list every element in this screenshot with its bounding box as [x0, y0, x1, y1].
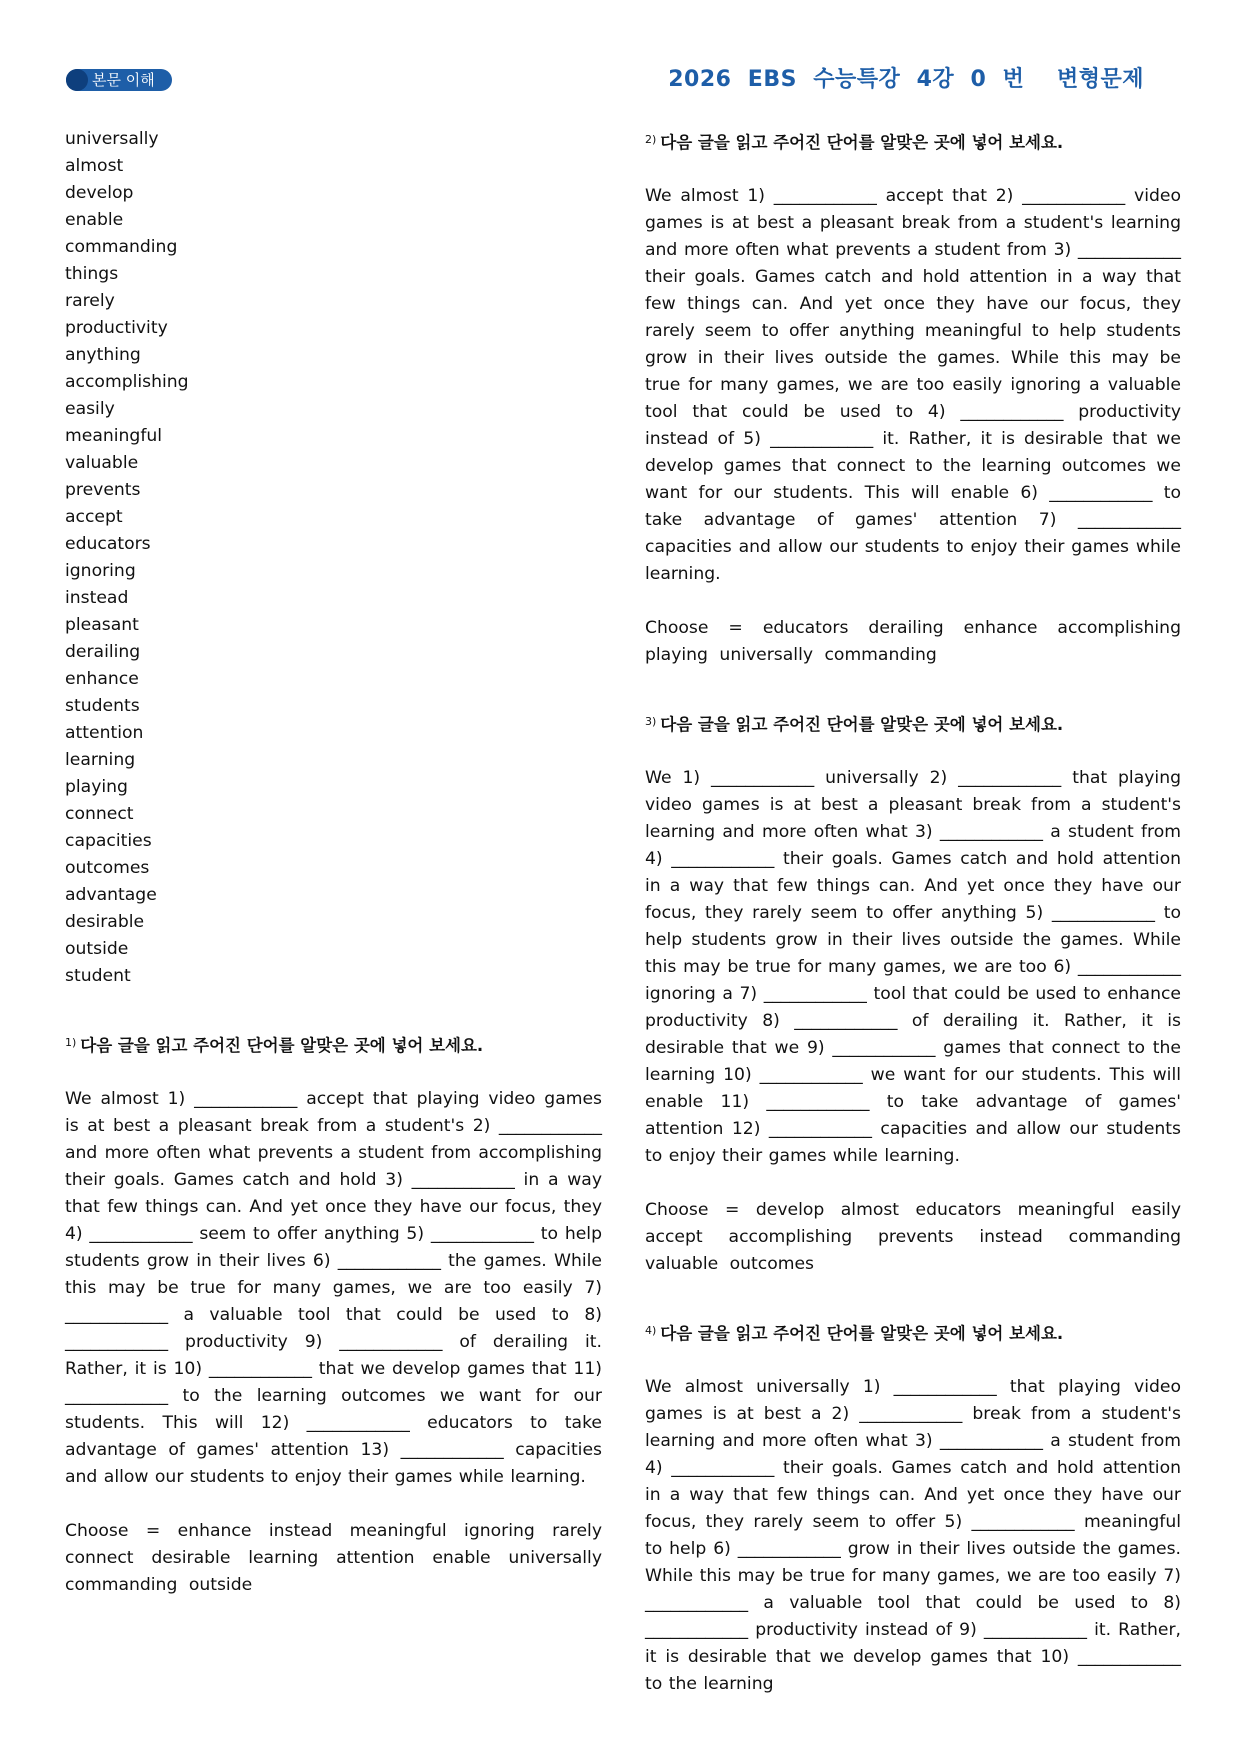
word-list-item: accept: [65, 507, 123, 527]
word-list-item: meaningful: [65, 426, 163, 446]
question-passage: We 1) ____________ universally 2) ____________ that playing video games is at best a pleasant break from a student's learning and more often what 3) ____________ a student from 4) ____________ their goals. Games catch and hold attention in a way that few things can. And yet once they have our focus, they rarely seem to offer anything 5) ____________ to help students grow in their lives outside the games. While this may be true for many games, we are too 6) ____________ ignoring a 7) ____________ tool that could be used to enhance productivity 8) ____________ of derailing it. Rather, it is desirable that we 9) ____________ games that connect to the learning 10) ____________ we want for our students. This will enable 11) ____________ to take advantage of games' attention 12) ____________ capacities and allow our students to enjoy their games while learning.: [645, 768, 1181, 1166]
badge-circle-icon: [66, 69, 88, 91]
question-number: 2): [645, 133, 657, 146]
choose-words: Choose = educators derailing enhance accomplishing playing universally commanding: [645, 618, 1181, 665]
word-list-item: advantage: [65, 885, 157, 905]
question-heading: [65, 1029, 602, 1059]
word-list-item: almost: [65, 156, 124, 176]
choose-words: Choose = enhance instead meaningful ignoring rarely connect desirable learning attention enable universally commanding outside: [65, 1521, 602, 1595]
badge-label: 본문 이해: [92, 71, 155, 89]
word-list-item: anything: [65, 345, 141, 365]
right-column: [645, 126, 1181, 1698]
word-list-item: enable: [65, 210, 124, 230]
question-number: 3): [645, 715, 657, 728]
question-heading: [645, 708, 1181, 738]
word-list-item: learning: [65, 750, 136, 770]
word-list-item: accomplishing: [65, 372, 189, 392]
word-list-item: desirable: [65, 912, 145, 932]
page-title: 2026 EBS 수능특강 4강 0 번 변형문제: [668, 67, 1144, 92]
word-list-item: student: [65, 966, 131, 986]
word-list-item: outside: [65, 939, 129, 959]
question-heading: [645, 126, 1181, 156]
question-number: 4): [645, 1324, 657, 1337]
question-1: [65, 1029, 602, 1599]
question-heading-text: 다음 글을 읽고 주어진 단어를 알맞은 곳에 넣어 보세요.: [660, 715, 1064, 734]
word-list-item: things: [65, 264, 119, 284]
word-list-item: pleasant: [65, 615, 139, 635]
word-list-item: rarely: [65, 291, 115, 311]
word-list-item: attention: [65, 723, 144, 743]
word-list-item: enhance: [65, 669, 139, 689]
question-4: [645, 1317, 1181, 1698]
word-list-item: productivity: [65, 318, 168, 338]
question-passage: We almost 1) ____________ accept that 2) ____________ video games is at best a pleasant break from a student's learning and more often what prevents a student from 3) ____________ their goals. Games catch and hold attention in a way that few things can. And yet once they have our focus, they rarely seem to offer anything meaningful to help students grow in their lives outside the games. While this may be true for many games, we are too easily ignoring a valuable tool that could be used to 4) ____________ productivity instead of 5) ____________ it. Rather, it is desirable that we develop games that connect to the learning outcomes we want for our students. This will enable 6) ____________ to take advantage of games' attention 7) ____________ capacities and allow our students to enjoy their games while learning.: [645, 186, 1181, 584]
word-list-item: instead: [65, 588, 129, 608]
word-list-item: connect: [65, 804, 134, 824]
word-list-item: outcomes: [65, 858, 150, 878]
word-list-item: educators: [65, 534, 151, 554]
word-list-item: derailing: [65, 642, 141, 662]
question-heading-text: 다음 글을 읽고 주어진 단어를 알맞은 곳에 넣어 보세요.: [660, 133, 1064, 152]
question-3: [645, 708, 1181, 1278]
left-column: [65, 126, 602, 1599]
word-list: [65, 126, 602, 990]
word-list-item: universally: [65, 129, 159, 149]
word-list-item: develop: [65, 183, 134, 203]
word-list-item: capacities: [65, 831, 152, 851]
word-list-item: commanding: [65, 237, 178, 257]
word-list-item: students: [65, 696, 140, 716]
choose-words: Choose = develop almost educators meaningful easily accept accomplishing prevents instead commanding valuable outcomes: [645, 1200, 1181, 1274]
section-badge: [66, 69, 172, 91]
word-list-item: ignoring: [65, 561, 136, 581]
question-2: [645, 126, 1181, 669]
question-heading: [645, 1317, 1181, 1347]
question-passage: We almost 1) ____________ accept that playing video games is at best a pleasant break from a student's 2) ____________ and more often what prevents a student from accomplishing their goals. Games catch and hold 3) ____________ in a way that few things can. And yet once they have our focus, they 4) ____________ seem to offer anything 5) ____________ to help students grow in their lives 6) ____________ the games. While this may be true for many games, we are too easily 7) ____________ a valuable tool that could be used to 8) ____________ productivity 9) ____________ of derailing it. Rather, it is 10) ____________ that we develop games that 11) ____________ to the learning outcomes we want for our students. This will 12) ____________ educators to take advantage of games' attention 13) ____________ capacities and allow our students to enjoy their games while learning.: [65, 1089, 602, 1487]
word-list-item: valuable: [65, 453, 139, 473]
question-heading-text: 다음 글을 읽고 주어진 단어를 알맞은 곳에 넣어 보세요.: [660, 1324, 1064, 1343]
word-list-item: easily: [65, 399, 115, 419]
word-list-item: prevents: [65, 480, 141, 500]
question-passage: We almost universally 1) ____________ that playing video games is at best a 2) ____________ break from a student's learning and more often what 3) ____________ a student from 4) ____________ their goals. Games catch and hold attention in a way that few things can. And yet once they have our focus, they rarely seem to offer 5) ____________ meaningful to help 6) ____________ grow in their lives outside the games. While this may be true for many games, we are too easily 7) ____________ a valuable tool that could be used to 8) ____________ productivity instead of 9) ____________ it. Rather, it is desirable that we develop games that 10) ____________ to the learning: [645, 1377, 1181, 1694]
question-number: 1): [65, 1036, 77, 1049]
question-heading-text: 다음 글을 읽고 주어진 단어를 알맞은 곳에 넣어 보세요.: [80, 1036, 484, 1055]
word-list-item: playing: [65, 777, 128, 797]
